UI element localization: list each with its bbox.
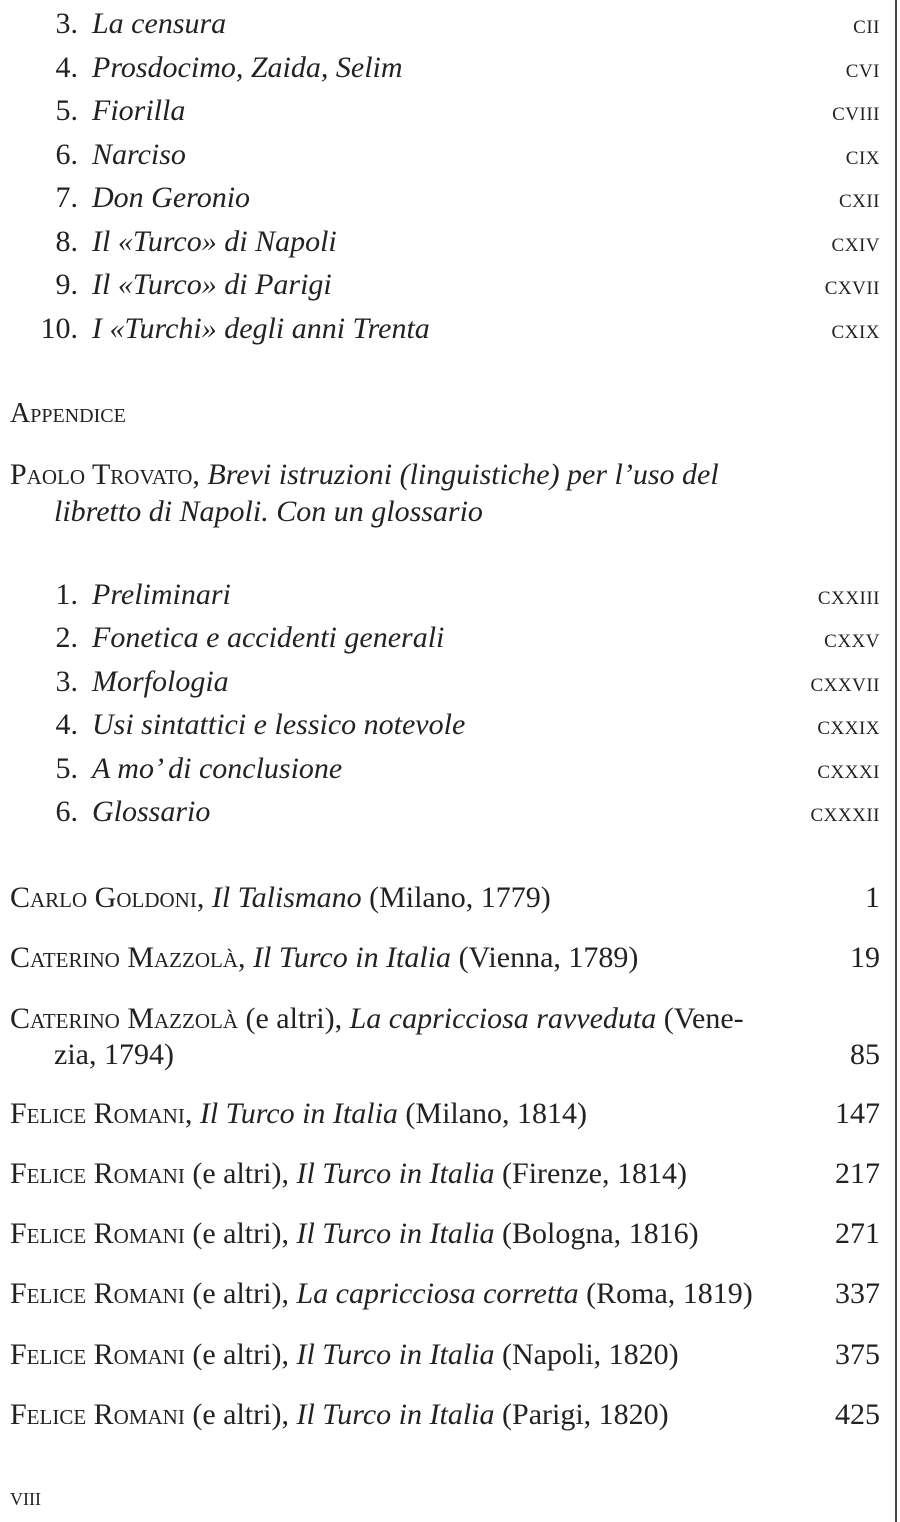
toc-title: Il «Turco» di Parigi bbox=[92, 268, 332, 301]
toc-number: 9. bbox=[55, 268, 78, 301]
toc-page: cviii bbox=[832, 96, 880, 126]
toc-title: Don Geronio bbox=[92, 181, 251, 214]
toc-number: 8. bbox=[55, 225, 78, 258]
essay-author: Paolo Trovato bbox=[10, 458, 193, 491]
libretto-author: Caterino Mazzolà bbox=[10, 1002, 238, 1035]
libretto-place: (Napoli, 1820) bbox=[494, 1338, 679, 1371]
libretto-work: Il Turco in Italia bbox=[296, 1398, 495, 1431]
libretto-author: Felice Romani bbox=[10, 1398, 185, 1431]
libretto-entry bbox=[10, 1156, 880, 1192]
libretto-separator: , bbox=[196, 881, 212, 914]
libretto-author: Felice Romani bbox=[10, 1097, 185, 1130]
toc-number: 2. bbox=[55, 621, 78, 654]
toc-title: Usi sintattici e lessico notevole bbox=[92, 708, 466, 741]
libretto-page: 375 bbox=[835, 1338, 880, 1371]
libretto-author: Felice Romani bbox=[10, 1157, 185, 1190]
toc-title: Narciso bbox=[92, 138, 186, 171]
libretto-separator: (e altri), bbox=[184, 1338, 297, 1371]
toc-title: A mo’ di conclusione bbox=[92, 752, 343, 785]
appendix-essay: Paolo Trovato, Brevi istruzioni (linguistiche) per l’uso del libretto di Napoli. Con un glossario bbox=[10, 456, 850, 530]
libretto-work: Il Turco in Italia bbox=[296, 1217, 495, 1250]
libretto-page: 271 bbox=[835, 1217, 880, 1250]
libretto-work: Il Turco in Italia bbox=[296, 1338, 495, 1371]
toc-title: Fonetica e accidenti generali bbox=[92, 621, 445, 654]
toc-title: Prosdocimo, Zaida, Selim bbox=[92, 51, 403, 84]
toc-page: cxxv bbox=[824, 623, 880, 653]
toc-page: cxxxi bbox=[817, 754, 880, 784]
libretto-author: Caterino Mazzolà bbox=[10, 941, 238, 974]
toc-number: 4. bbox=[55, 51, 78, 84]
libretto-place: (Roma, 1819) bbox=[578, 1277, 753, 1310]
libretto-page: 217 bbox=[835, 1157, 880, 1190]
toc-page: cxiv bbox=[831, 227, 880, 257]
libretto-place: (Milano, 1814) bbox=[397, 1097, 588, 1130]
libretto-page: 337 bbox=[835, 1277, 880, 1310]
toc-page: cxxxii bbox=[810, 797, 880, 827]
page-number: viii bbox=[10, 1484, 41, 1511]
toc-page: cxxiii bbox=[817, 580, 880, 610]
toc-number: 7. bbox=[55, 181, 78, 214]
libretto-work: Il Turco in Italia bbox=[296, 1157, 495, 1190]
toc-page: cxxix bbox=[817, 710, 880, 740]
toc-page: cix bbox=[845, 140, 880, 170]
toc-number: 5. bbox=[55, 752, 78, 785]
libretto-place: (Milano, 1779) bbox=[361, 881, 551, 914]
libretto-place: (Vene- bbox=[656, 1002, 744, 1035]
libretto-entry bbox=[10, 880, 880, 916]
libretto-separator: (e altri), bbox=[184, 1398, 297, 1431]
libretto-separator: , bbox=[238, 941, 253, 974]
libretto-separator: , bbox=[184, 1097, 200, 1130]
libretto-entry bbox=[10, 1216, 880, 1252]
libretto-page: 425 bbox=[835, 1398, 880, 1431]
toc-page: cii bbox=[853, 9, 880, 39]
libretto-page: 19 bbox=[850, 941, 880, 974]
libretto-place: (Vienna, 1789) bbox=[451, 941, 639, 974]
toc-title: Fiorilla bbox=[92, 94, 186, 127]
libretto-entry bbox=[10, 1397, 880, 1433]
toc-number: 1. bbox=[55, 578, 78, 611]
libretto-separator: (e altri), bbox=[238, 1002, 350, 1035]
libretto-place: (Parigi, 1820) bbox=[494, 1398, 669, 1431]
toc-title: La censura bbox=[92, 7, 227, 40]
libretto-entry bbox=[10, 1276, 880, 1312]
toc-page: cxix bbox=[831, 314, 880, 344]
libretto-work: La capricciosa corretta bbox=[296, 1277, 579, 1310]
libretto-place: (Firenze, 1814) bbox=[494, 1157, 687, 1190]
toc-number: 6. bbox=[55, 138, 78, 171]
libretto-place-continued: zia, 1794) bbox=[54, 1038, 174, 1071]
toc-number: 5. bbox=[55, 94, 78, 127]
libretto-work: Il Turco in Italia bbox=[253, 941, 452, 974]
appendix-heading: Appendice bbox=[10, 398, 126, 429]
toc-page: cxii bbox=[838, 183, 880, 213]
essay-title-line1: Brevi istruzioni (linguistiche) per l’uso del bbox=[207, 458, 719, 491]
essay-title-line2: libretto di Napoli. Con un glossario bbox=[54, 495, 483, 528]
libretto-work: La capricciosa ravveduta bbox=[349, 1002, 657, 1035]
toc-page: cvi bbox=[845, 53, 880, 83]
libretto-page: 1 bbox=[865, 881, 880, 914]
libretto-author: Felice Romani bbox=[10, 1217, 185, 1250]
libretto-entry bbox=[10, 1337, 880, 1373]
toc-page: cxxvii bbox=[810, 667, 880, 697]
toc-number: 6. bbox=[55, 795, 78, 828]
libretto-separator: (e altri), bbox=[184, 1277, 297, 1310]
libretto-author: Felice Romani bbox=[10, 1338, 185, 1371]
toc-title: Il «Turco» di Napoli bbox=[92, 225, 337, 258]
libretto-place: (Bologna, 1816) bbox=[494, 1217, 699, 1250]
toc-number: 10. bbox=[40, 312, 78, 345]
toc-title: Morfologia bbox=[92, 665, 229, 698]
toc-title: I «Turchi» degli anni Trenta bbox=[92, 312, 430, 345]
libretto-page: 147 bbox=[835, 1097, 880, 1130]
libretto-author: Felice Romani bbox=[10, 1277, 185, 1310]
libretto-separator: (e altri), bbox=[184, 1217, 297, 1250]
libretto-entry bbox=[10, 1096, 880, 1132]
libretto-entry bbox=[10, 940, 880, 976]
page-edge-line bbox=[895, 0, 897, 1522]
toc-number: 3. bbox=[55, 7, 78, 40]
libretto-work: Il Talismano bbox=[211, 881, 362, 914]
libretto-page: 85 bbox=[850, 1038, 880, 1071]
toc-page: cxvii bbox=[824, 270, 880, 300]
toc-title: Glossario bbox=[92, 795, 211, 828]
libretto-work: Il Turco in Italia bbox=[199, 1097, 398, 1130]
libretto-separator: (e altri), bbox=[184, 1157, 297, 1190]
toc-title: Preliminari bbox=[92, 578, 231, 611]
libretto-entry bbox=[10, 1001, 880, 1073]
toc-number: 4. bbox=[55, 708, 78, 741]
toc-number: 3. bbox=[55, 665, 78, 698]
libretto-author: Carlo Goldoni bbox=[10, 881, 197, 914]
